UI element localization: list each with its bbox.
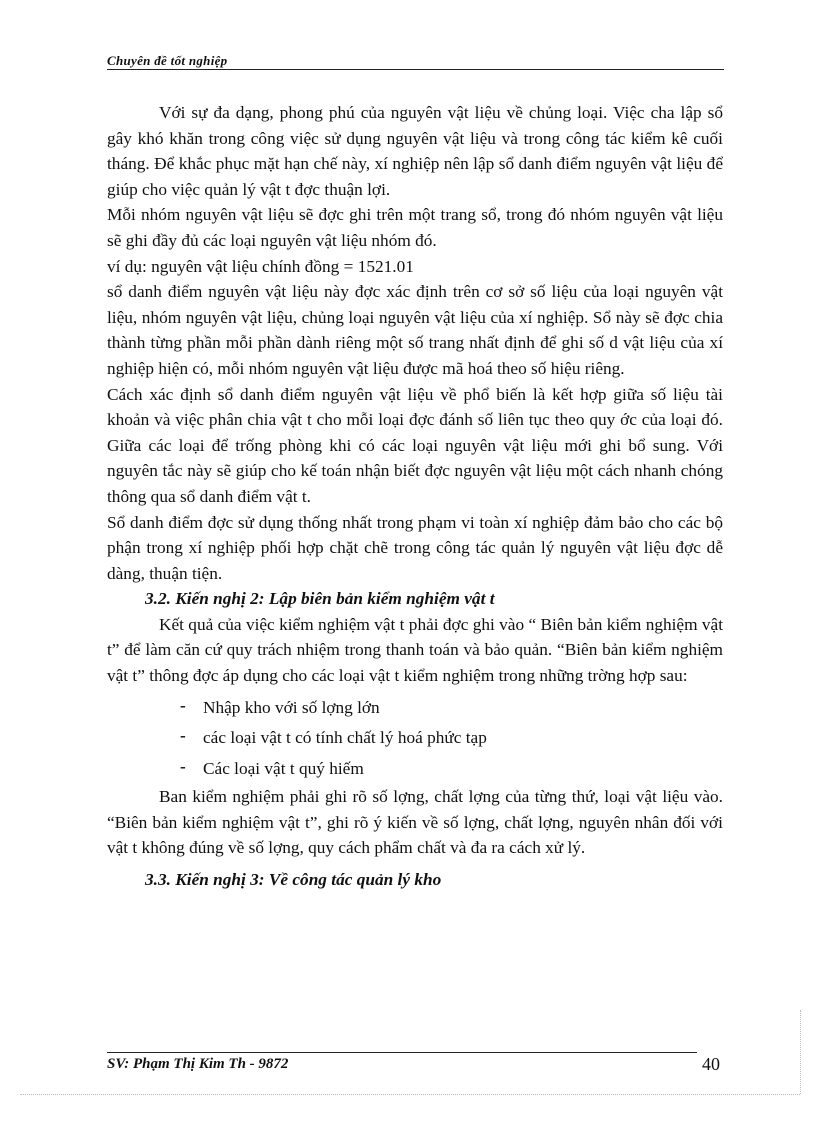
page-border-right [800,1010,801,1094]
footer-divider [107,1052,697,1053]
paragraph: Với sự đa dạng, phong phú của nguyên vật liệu về chủng loại. Việc cha lập sổ gây khó khăn trong công việc sử dụng nguyên vật liệu và trong công tác kiểm kê cuối tháng. Để khắc phục mặt hạn chế này, xí nghiệp nên lập sổ danh điểm nguyên vật liệu để giúp cho việc quản lý vật t đợc thuận lợi. [107,103,723,199]
bullet-marker: - [180,726,186,746]
paragraph: Sổ danh điểm đợc sử dụng thống nhất trong phạm vi toàn xí nghiệp đảm bảo cho các bộ phận trong xí nghiệp phối hợp chặt chẽ trong công tác quản lý nguyên vật liệu đợc dễ dàng, thuận tiện. [107,512,723,583]
list-item [107,754,723,785]
paragraph: sổ danh điểm nguyên vật liệu này đợc xác định trên cơ sở số liệu của loại nguyên vật liệu, nhóm nguyên vật liệu, chủng loại nguyên vật liệu của xí nghiệp. Sổ này sẽ đợc chia thành từng phần mỗi phần dành riêng một số trang nhất định để ghi số d vật liệu của xí nghiệp hiện có, mỗi nhóm nguyên vật liệu được mã hoá theo số hiệu riêng. [107,282,723,378]
paragraph: Cách xác định sổ danh điểm nguyên vật liệu về phổ biến là kết hợp giữa số liệu tài khoản và việc phân chia vật t cho mỗi loại đợc đánh số liên tục theo quy ớc của loại đó. Giữa các loại để trống phòng khi có các loại nguyên vật liệu mới ghi bổ sung. Với nguyên tắc này sẽ giúp cho kế toán nhận biết đợc nguyên vật liệu một cách nhanh chóng thông qua sổ danh điểm vật t. [107,384,723,506]
list-item-text: Nhập kho với số lợng lớn [203,697,380,717]
page-number: 40 [702,1054,720,1074]
section-heading-3-2: 3.2. Kiến nghị 2: Lập biên bản kiểm nghiệm vật t [145,589,495,609]
paragraph: Kết quả của việc kiểm nghiệm vật t phải đợc ghi vào “ Biên bản kiểm nghiệm vật t” để làm căn cứ quy trách nhiệm trong thanh toán và bảo quản. “Biên bản kiểm nghiệm vật t” thông đợc áp dụng cho các loại vật t kiểm nghiệm trong những trờng hợp sau: [107,614,723,686]
page-border-bottom [20,1094,800,1095]
page-header [107,47,724,70]
document-body [107,100,723,893]
paragraph: ví dụ: nguyên vật liệu chính đồng = 1521.01 [107,256,414,276]
footer-author: SV: Phạm Thị Kim Th - 9872 [107,1056,289,1072]
list-item [107,723,723,754]
bullet-marker: - [180,695,186,715]
section-heading-3-3: 3.3. Kiến nghị 3: Về công tác quản lý kho [145,869,442,889]
bullet-list [107,693,723,785]
list-item [107,693,723,724]
bullet-marker: - [180,756,186,776]
header-title: Chuyên đề tốt nghiệp [107,53,228,68]
list-item-text: các loại vật t có tính chất lý hoá phức tạp [203,728,487,748]
list-item-text: Các loại vật t quý hiếm [203,758,364,778]
paragraph: Mỗi nhóm nguyên vật liệu sẽ đợc ghi trên một trang sổ, trong đó nhóm nguyên vật liệu sẽ ghi đầy đủ các loại nguyên vật liệu nhóm đó. [107,205,723,250]
paragraph: Ban kiểm nghiệm phải ghi rõ số lợng, chất lợng của từng thứ, loại vật liệu vào. “Biên bản kiểm nghiệm vật t”, ghi rõ ý kiến về số lợng, chất lợng, nguyên nhân đối với vật t không đúng về số lợng, quy cách phẩm chất và đa ra cách xử lý. [107,787,723,858]
